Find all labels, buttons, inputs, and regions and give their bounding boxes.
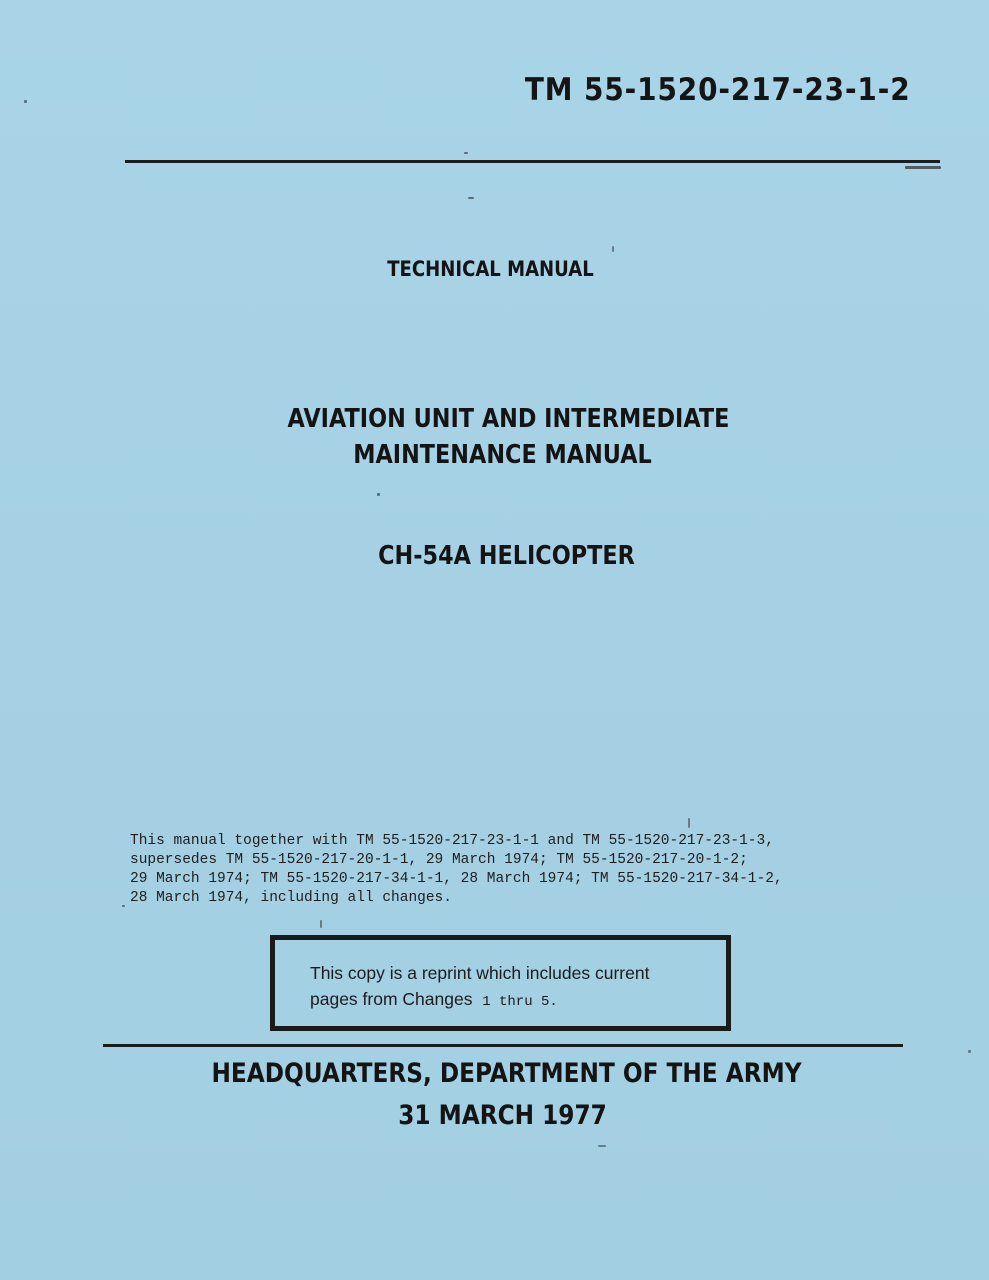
supersedes-notice <box>130 832 890 908</box>
scan-speck <box>968 1050 971 1053</box>
scan-speck <box>122 905 125 907</box>
aircraft-designation: CH-54A HELICOPTER <box>378 541 635 571</box>
scan-speck <box>688 818 690 828</box>
bottom-rule <box>103 1044 903 1047</box>
scan-speck <box>468 197 474 199</box>
supersedes-line: 28 March 1974, including all changes. <box>130 890 452 906</box>
scan-speck <box>598 1145 606 1147</box>
technical-manual-label: TECHNICAL MANUAL <box>387 257 594 281</box>
supersedes-line: 29 March 1974; TM 55-1520-217-34-1-1, 28 March 1974; TM 55-1520-217-34-1-2, <box>130 871 783 887</box>
top-rule <box>125 160 940 163</box>
scan-speck <box>464 152 468 154</box>
document-number: TM 55-1520-217-23-1-2 <box>525 72 911 108</box>
issuing-authority: HEADQUARTERS, DEPARTMENT OF THE ARMY <box>211 1058 802 1089</box>
reprint-notice-box <box>270 935 731 1031</box>
publication-date: 31 MARCH 1977 <box>398 1100 607 1131</box>
manual-title-line-2: MAINTENANCE MANUAL <box>353 440 652 470</box>
scan-speck <box>24 100 27 103</box>
reprint-line-1: This copy is a reprint which includes current <box>310 963 650 983</box>
scan-speck <box>320 920 322 928</box>
manual-title-line-1: AVIATION UNIT AND INTERMEDIATE <box>287 404 730 434</box>
reprint-line-2 <box>310 986 649 1015</box>
reprint-line-2-prefix: pages from Changes <box>310 989 473 1009</box>
scan-speck <box>377 493 380 496</box>
supersedes-line: supersedes TM 55-1520-217-20-1-1, 29 March 1974; TM 55-1520-217-20-1-2; <box>130 852 748 868</box>
scan-speck <box>612 246 614 252</box>
reprint-changes-range: 1 thru 5. <box>482 994 558 1010</box>
scan-speck <box>905 166 941 169</box>
reprint-notice-text <box>310 960 649 1015</box>
supersedes-line: This manual together with TM 55-1520-217-23-1-1 and TM 55-1520-217-23-1-3, <box>130 833 774 849</box>
